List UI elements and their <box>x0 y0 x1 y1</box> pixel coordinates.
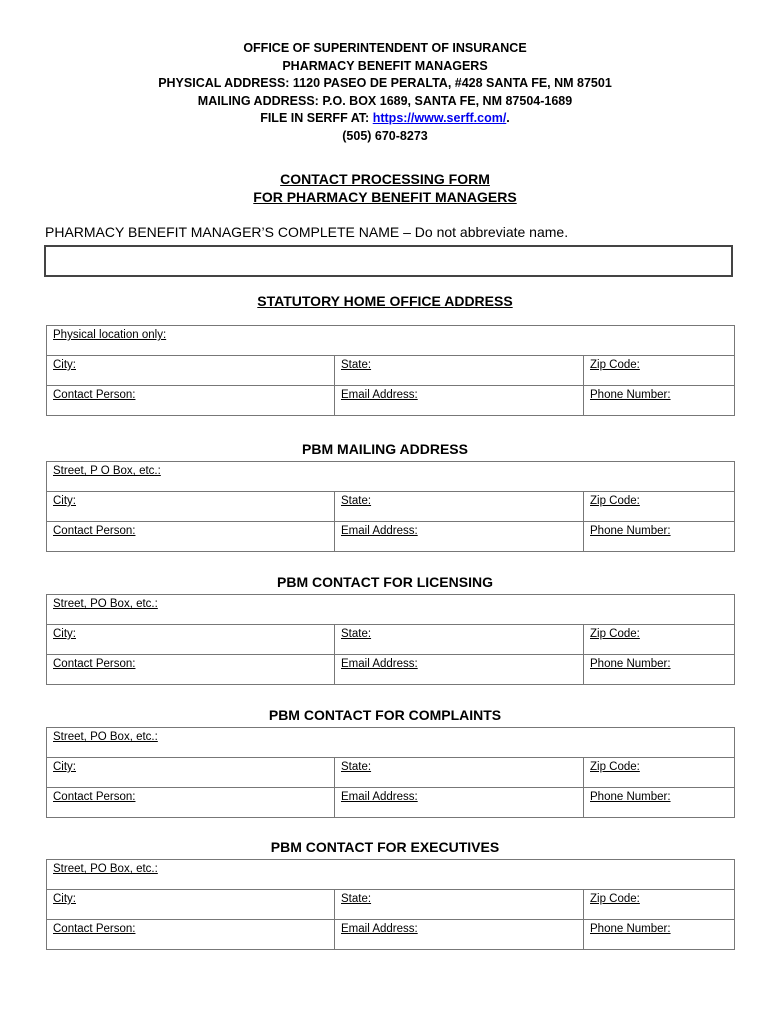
contact-person-field[interactable] <box>47 788 335 818</box>
city-field[interactable] <box>47 356 335 386</box>
state-field[interactable] <box>335 758 584 788</box>
phone-label: Phone Number: <box>590 389 671 401</box>
email-field[interactable] <box>335 655 584 685</box>
phone-field[interactable] <box>584 920 735 950</box>
street-field[interactable] <box>47 326 735 356</box>
street-field[interactable] <box>47 728 735 758</box>
serff-suffix: . <box>506 111 510 125</box>
city-field[interactable] <box>47 625 335 655</box>
city-label: City: <box>53 495 76 507</box>
zip-label: Zip Code: <box>590 893 640 905</box>
street-label: Physical location only: <box>53 329 167 341</box>
street-field[interactable] <box>47 595 735 625</box>
zip-label: Zip Code: <box>590 761 640 773</box>
phone-number: (505) 670-8273 <box>342 128 428 143</box>
email-label: Email Address: <box>341 791 418 803</box>
contact-person-label: Contact Person: <box>53 525 136 537</box>
home-office-table <box>46 325 735 416</box>
phone-label: Phone Number: <box>590 525 671 537</box>
licensing-table <box>46 594 735 685</box>
city-label: City: <box>53 628 76 640</box>
state-label: State: <box>341 761 372 773</box>
section-title-complaints: PBM CONTACT FOR COMPLAINTS <box>268 707 502 723</box>
complaints-table <box>46 727 735 818</box>
contact-person-label: Contact Person: <box>53 658 136 670</box>
zip-field[interactable] <box>584 625 735 655</box>
serff-label: FILE IN SERFF AT: <box>260 111 370 125</box>
email-field[interactable] <box>335 386 584 416</box>
mailing-address: MAILING ADDRESS: P.O. BOX 1689, SANTA FE, NM 87504-1689 <box>197 93 573 108</box>
contact-person-label: Contact Person: <box>53 923 136 935</box>
contact-person-label: Contact Person: <box>53 389 136 401</box>
zip-field[interactable] <box>584 356 735 386</box>
email-label: Email Address: <box>341 923 418 935</box>
state-field[interactable] <box>335 890 584 920</box>
city-field[interactable] <box>47 492 335 522</box>
street-label: Street, PO Box, etc.: <box>53 731 158 743</box>
pbm-name-label: PHARMACY BENEFIT MANAGER’S COMPLETE NAME – Do not abbreviate name. <box>45 224 569 240</box>
phone-field[interactable] <box>584 788 735 818</box>
state-label: State: <box>341 495 372 507</box>
contact-person-field[interactable] <box>47 655 335 685</box>
email-label: Email Address: <box>341 658 418 670</box>
section-title-mailing: PBM MAILING ADDRESS <box>302 441 468 457</box>
city-label: City: <box>53 359 76 371</box>
section-title-licensing: PBM CONTACT FOR LICENSING <box>277 574 493 590</box>
email-field[interactable] <box>335 920 584 950</box>
contact-person-label: Contact Person: <box>53 791 136 803</box>
program-name: PHARMACY BENEFIT MANAGERS <box>282 58 488 73</box>
phone-label: Phone Number: <box>590 658 671 670</box>
zip-field[interactable] <box>584 890 735 920</box>
contact-person-field[interactable] <box>47 522 335 552</box>
phone-label: Phone Number: <box>590 923 671 935</box>
street-field[interactable] <box>47 860 735 890</box>
email-field[interactable] <box>335 788 584 818</box>
zip-label: Zip Code: <box>590 628 640 640</box>
state-label: State: <box>341 893 372 905</box>
email-label: Email Address: <box>341 525 418 537</box>
zip-label: Zip Code: <box>590 495 640 507</box>
zip-field[interactable] <box>584 758 735 788</box>
state-label: State: <box>341 359 372 371</box>
serff-link[interactable]: https://www.serff.com/ <box>372 111 507 125</box>
serff-line <box>0 110 770 128</box>
section-title-executives: PBM CONTACT FOR EXECUTIVES <box>270 839 500 855</box>
contact-person-field[interactable] <box>47 386 335 416</box>
contact-person-field[interactable] <box>47 920 335 950</box>
email-label: Email Address: <box>341 389 418 401</box>
document-header <box>0 40 770 145</box>
street-label: Street, P O Box, etc.: <box>53 465 161 477</box>
city-label: City: <box>53 761 76 773</box>
section-title-home-office: STATUTORY HOME OFFICE ADDRESS <box>257 293 513 309</box>
street-label: Street, PO Box, etc.: <box>53 863 158 875</box>
form-title <box>0 170 770 206</box>
zip-field[interactable] <box>584 492 735 522</box>
zip-label: Zip Code: <box>590 359 640 371</box>
state-field[interactable] <box>335 625 584 655</box>
street-field[interactable] <box>47 462 735 492</box>
city-field[interactable] <box>47 758 335 788</box>
phone-field[interactable] <box>584 386 735 416</box>
mailing-table <box>46 461 735 552</box>
state-field[interactable] <box>335 356 584 386</box>
state-field[interactable] <box>335 492 584 522</box>
state-label: State: <box>341 628 372 640</box>
phone-label: Phone Number: <box>590 791 671 803</box>
form-title-line1: CONTACT PROCESSING FORM <box>280 171 490 187</box>
office-name: OFFICE OF SUPERINTENDENT OF INSURANCE <box>243 41 527 55</box>
city-field[interactable] <box>47 890 335 920</box>
pbm-name-field[interactable] <box>44 245 733 277</box>
email-field[interactable] <box>335 522 584 552</box>
executives-table <box>46 859 735 950</box>
city-label: City: <box>53 893 76 905</box>
physical-address: PHYSICAL ADDRESS: 1120 PASEO DE PERALTA, #428 SANTA FE, NM 87501 <box>158 76 612 90</box>
street-label: Street, PO Box, etc.: <box>53 598 158 610</box>
form-title-line2: FOR PHARMACY BENEFIT MANAGERS <box>253 189 517 205</box>
phone-field[interactable] <box>584 522 735 552</box>
phone-field[interactable] <box>584 655 735 685</box>
